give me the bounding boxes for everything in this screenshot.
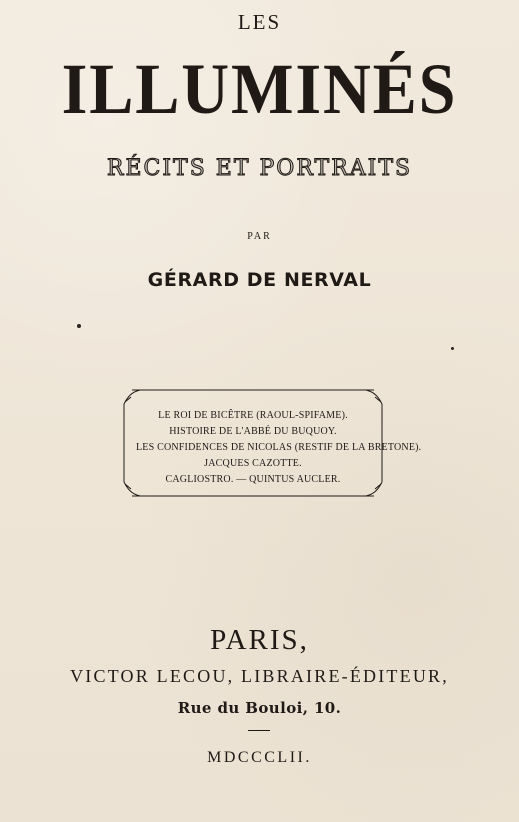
contents-item-5: CAGLIOSTRO. — QUINTUS AUCLER. xyxy=(165,474,341,485)
contents-list xyxy=(136,408,422,488)
book-title: ILLUMINÉS xyxy=(61,49,458,129)
contents-item-3: LES CONFIDENCES DE NICOLAS (RESTIF DE LA BRETONE). xyxy=(136,442,422,453)
ink-dot xyxy=(77,324,81,328)
publication-city: PARIS, xyxy=(210,624,309,656)
series-word: LES xyxy=(237,10,282,34)
author-name: GÉRARD DE NERVAL xyxy=(147,269,372,291)
book-subtitle: RÉCITS ET PORTRAITS xyxy=(106,156,413,181)
contents-frame xyxy=(118,382,422,504)
short-rule xyxy=(248,730,270,731)
publisher-address: Rue du Bouloi, 10. xyxy=(177,699,342,717)
ink-dot-small xyxy=(451,347,454,350)
contents-item-4: JACQUES CAZOTTE. xyxy=(204,458,302,469)
contents-item-1: LE ROI DE BICÊTRE (RAOUL-SPIFAME). xyxy=(158,410,348,421)
by-word: PAR xyxy=(247,231,272,242)
publisher-name: VICTOR LECOU, LIBRAIRE-ÉDITEUR, xyxy=(70,666,449,686)
publication-year: MDCCCLII. xyxy=(207,749,312,766)
contents-item-2: HISTOIRE DE L'ABBÉ DU BUQUOY. xyxy=(169,426,337,437)
